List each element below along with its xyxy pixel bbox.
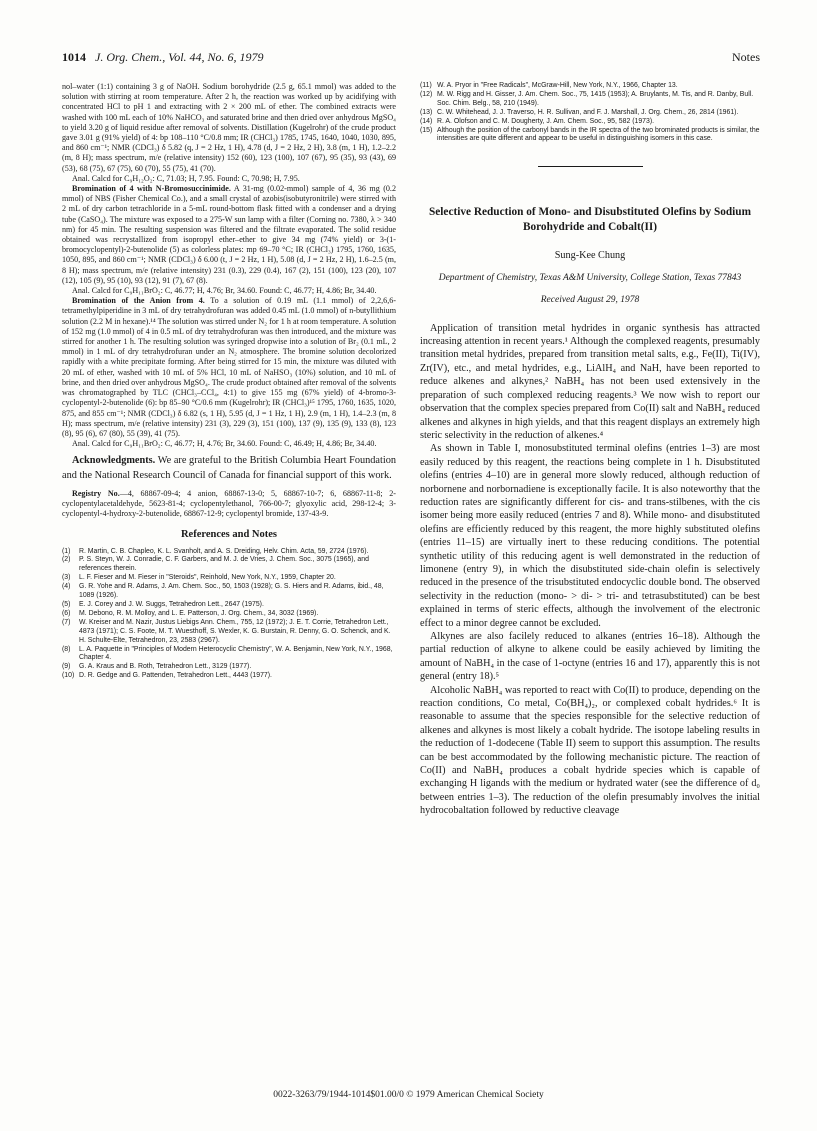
experimental-paragraph: Bromination of the Anion from 4. To a solution of 0.19 mL (1.1 mmol) of 2,2,6,6-tetramethylpiperidine in 3 mL of dry tetrahydrofuran was added 0.45 mL (1.0 mmol) of n-butyllithium solution (2.2 M in hexane).¹⁴ The solution was stirred under N₂ for 1 h at room temperature. A solution of 152 mg (1.0 mmol) of 4 in 0.5 mL of dry tetrahydrofuran was then introduced, and the mixture was stirred for another 1 h. The resulting solution was syringed dropwise into a solution of Br₂ (0.1 mL, 2 mmol) in 1 mL of dry tetrahydrofuran under an N₂ atmosphere. The bromine solution decolorized rapidly with a white precipitate forming. After being stirred for 15 min, the mixture was diluted with 20 mL of ether, washed with 10 mL of 5% HCl, 10 mL of NaHSO₃ (10%) solution, and 10 mL of brine, and then dried over anhydrous MgSO₄. The crude product obtained after removal of the solvents was chromatographed by TLC (CHCl₃–CCl₄, 4:1) to give 155 mg (67% yield) of 4-bromo-3-cyclopentyl-2-butenolide (6): bp 85–90 °C/0.6 mm (Kugelrohr); IR (CHCl₃)¹⁵ 1795, 1760, 1635, 1020, 875, and 855 cm⁻¹; NMR (CDCl₃) δ 6.82 (s, 1 H), 5.95 (d, J = 1 Hz, 1 H), 2.9 (m, 1 H), 1.4–2.3 (m, 8 H); mass spectrum, m/e (relative intensity) 231 (3), 229 (3), 151 (100), 137 (9), 135 (9), 133 (8), 123 (8), 95 (6), 67 (80), 55 (39), 41 (75). [62, 296, 396, 438]
received-date: Received August 29, 1978 [540, 295, 640, 306]
body-paragraph: Application of transition metal hydrides in organic synthesis has attracted increasing attention in recent years.¹ Although the complexed reagents, presumably transition metal hydrides, prepared from transition metal salts, e.g., Fe(II), Ti(IV), Zr(IV), etc., and metal hydrides, e.g., LiAlH₄ and NaH, have been reported to reduce alkenes and alkynes,² NaBH₄ has not been used extensively in the preparation of such complexed reducing reagents.³ We now wish to report our observation that the complex species prepared from Co(II) salt and NaBH₄ reduced alkenes and alkynes in high yields, and that this reagent displays an extremely high steric selectivity in the reduction of alkenes.⁴ [420, 322, 760, 441]
registry-numbers: Registry No.—4, 68867-09-4; 4 anion, 68867-13-0; 5, 68867-10-7; 6, 68867-11-8; 2-cyclopentylacetaldehyde, 5623-81-4; cyclopentylethanol, 766-00-7; glyoxylic acid, 298-12-4; 3-cyclopentyl-4-hydroxy-2-butenolide, 68867-12-9; cyclopentyl bromide, 137-43-9. [62, 488, 396, 519]
page-number: 1014 [62, 50, 86, 64]
run-in-heading: Bromination of the Anion from 4. [72, 296, 205, 306]
article-title: Selective Reduction of Mono- and Disubstituted Olefins by Sodium Borohydride and Cobalt(II) [429, 206, 751, 233]
reference-item: (8) L. A. Paquette in "Principles of Modern Heterocyclic Chemistry", W. A. Benjamin, New York, N.Y., 1968, Chapter 4. [62, 645, 393, 662]
reference-list [62, 548, 396, 682]
running-header [62, 50, 760, 66]
acknowledgments: Acknowledgments. We are grateful to the British Columbia Heart Foundation and the National Research Council of Canada for financial support of this work. [62, 455, 396, 481]
analysis-paragraph: Anal. Calcd for C₉H₁₁BrO₂: C, 46.77; H, 4.76; Br, 34.60. Found: C, 46.77; H, 4.86; Br, 34.40. [72, 286, 377, 296]
reference-item: (11) W. A. Pryor in "Free Radicals", McGraw-Hill, New York, N.Y., 1966, Chapter 13. [420, 82, 678, 89]
reference-item: (1) R. Martin, C. B. Chapleo, K. L. Svanholt, and A. S. Dreiding, Helv. Chim. Acta, 59, 2724 (1976). [62, 547, 369, 555]
run-in-heading: Bromination of 4 with N-Bromosuccinimide. [72, 184, 231, 194]
experimental-paragraph: nol–water (1:1) containing 3 g of NaOH. Sodium borohydride (2.5 g, 65.1 mmol) was added to the solution with stirring at room temperature. After 2 h, the reaction was worked up by acidifying with concentrated HCl to pH 1 and extracting with 2 × 200 mL of ether. The combined extracts were washed with 100 mL each of 10% NaHCO₃ and saturated brine and then dried over anhydrous MgSO₄ to yield 3.20 g of liquid residue after removal of solvents. Distillation (Kugelrohr) of the crude product gave 3.01 g (91% yield) of 4: bp 108–110 °C/0.8 mm; IR (CHCl₃) 1785, 1745, 1640, 1040, 1030, 895, and 860 cm⁻¹; NMR (CDCl₃) δ 5.82 (q, J = 2 Hz, 1 H), 4.78 (d, J = 2 Hz, 2 H), 3.8 (m, 1 H), 1.2–2.2 (m, 8 H); mass spectrum, m/e (relative intensity) 152 (60), 123 (100), 107 (67), 95 (35), 93 (43), 69 (53), 68 (75), 67 (75), 60 (70), 55 (75), 41 (70). [62, 82, 396, 173]
reference-item: (13) C. W. Whitehead, J. J. Traverso, H. R. Sullivan, and F. J. Marshall, J. Org. Chem., 26, 2814 (1961). [420, 108, 739, 116]
body-paragraph: As shown in Table I, monosubstituted terminal olefins (entries 1–3) are most easily reduced by this reagent, the reactions being complete in 1 h. Disubstituted olefins (entries 4–10) are in general more slowly reduced, although reduction of norbornene and norbornadiene is exceptionally facile. It is also noteworthy that the reduction rates are significantly different for cis- and trans-stilbenes, with the cis isomer being more easily reduced (entries 7 and 8). While mono- and disubstituted olefins are efficiently reduced by this reagent, the more highly substituted olefins (entries 11–15) are virtually inert to these reducing conditions. The potential synthetic utility of this reducing agent is well demonstrated in the reduction of limonene (entry 9), in which the disubstituted side-chain olefin is selectively reduced in the presence of the trisubstituted endocyclic double bond. The observed selectivity in the reduction (mono- > di- > tri- and tetrasubstituted) can be best explained in terms of steric effects, although the involvement of the electronic effect to a minor degree cannot be excluded. [420, 443, 760, 629]
reference-item: (12) M. W. Rigg and H. Gisser, J. Am. Chem. Soc., 75, 1415 (1953); A. Bruylants, M. Tis, and R. Danby, Bull. Soc. Chim. Belg., 58, 210 (1949). [420, 90, 754, 107]
reference-item: (3) L. F. Fieser and M. Fieser in "Steroids", Reinhold, New York, N.Y., 1959, Chapter 20. [62, 574, 336, 582]
reference-item: (2) P. S. Steyn, W. J. Conradie, C. F. Garbers, and M. J. de Vries, J. Chem. Soc., 3075 (1965), and references therein. [62, 556, 369, 573]
references-heading: References and Notes [180, 529, 278, 541]
author-affiliation: Department of Chemistry, Texas A&M University, College Station, Texas 77843 [438, 272, 742, 283]
right-column [420, 82, 760, 818]
experimental-paragraph: Bromination of 4 with N-Bromosuccinimide. A 31-mg (0.02-mmol) sample of 4, 36 mg (0.2 mmol) of NBS (Fisher Chemical Co.), and a small crystal of azobis(isobutyronitrile) were stirred with 2 mL of dry carbon tetrachloride in a 5-mL round-bottom flask fitted with a condenser and a drying tube (CaSO₄). The mixture was exposed to a 275-W sun lamp with a filter (Corning no. 7380, λ > 340 nm) for 45 min. The resulting suspension was filtered and the filtrate evaporated. The solid residue obtained was recrystallized from isopropyl ether–ether to give 34 mg (74% yield) or 3-(1-bromocyclopentyl)-2-butenolide (5) as colorless plates: mp 69–70 °C; IR (CHCl₃) 1795, 1760, 1635, 1050, 895, and 860 cm⁻¹; NMR (CDCl₃) δ 6.00 (t, J = 2 Hz, 1 H), 5.08 (d, J = 2 Hz, 2 H), 1.6–2.5 (m, 8 H); mass spectrum, m/e (relative intensity) 231 (0.3), 229 (0.4), 167 (2), 151 (100), 123 (20), 107 (12), 105 (9), 95 (10), 93 (12), 91 (7), 67 (8). [62, 184, 397, 285]
article-body [420, 322, 760, 818]
reference-item: (7) W. Kreiser and M. Nazir, Justus Liebigs Ann. Chem., 755, 12 (1972); J. E. T. Corrie, Tetrahedron Lett., 4873 (1971); C. S. Foote, M. T. Wuesthoff, S. Wexler, K. G. Burstain, R. Denny, G. O. Schenck, and K. H. Schulte-Elte, Tetrahedron, 23, 2583 (2967). [62, 618, 391, 644]
author-name: Sung-Kee Chung [554, 250, 626, 262]
analysis-paragraph: Anal. Calcd for C₉H₁₂O₂: C, 71.03; H, 7.95. Found: C, 70.98; H, 7.95. [72, 173, 300, 183]
reference-item: (9) G. A. Kraus and B. Roth, Tetrahedron Lett., 3129 (1977). [62, 663, 252, 671]
reference-item: (5) E. J. Corey and J. W. Suggs, Tetrahedron Lett., 2647 (1975). [62, 600, 264, 608]
copyright-footer: 0022-3263/79/1944-1014$01.00/0 © 1979 American Chemical Society [273, 1090, 544, 1100]
analysis-paragraph: Anal. Calcd for C₉H₁₁BrO₂: C, 46.77; H, 4.76; Br, 34.60. Found: C, 46.49; H, 4.86; Br, 34.40. [72, 439, 377, 449]
section-divider [538, 166, 643, 167]
journal-citation: J. Org. Chem., Vol. 44, No. 6, 1979 [95, 50, 264, 64]
reference-item: (15) Although the position of the carbonyl bands in the IR spectra of the two brominated products is similar, the intensities are quite different and appear to be useful in distinguishing isomers in this case. [420, 126, 760, 143]
reference-item: (4) G. R. Yohe and R. Adams, J. Am. Chem. Soc., 50, 1503 (1928); G. S. Hiers and R. Adams, ibid., 48, 1089 (1926). [62, 583, 384, 600]
reference-list [420, 82, 760, 144]
run-in-heading: Registry No. [72, 488, 120, 498]
body-paragraph: Alcoholic NaBH₄ was reported to react with Co(II) to produce, depending on the reaction conditions, Co metal, Co(BH₄)₂, or complexed cobalt hydrides.⁶ It is reasonable to assume that the species responsible for the selective reduction of alkenes and alkynes is most likely a cobalt hydride. The isotope labeling results in the reduction of 1-dodecene (Table II) seem to support this assumption. The results can be best accommodated by the following mechanistic picture. The reaction of Co(II) and NaBH₄ produces a cobalt hydride species which is capable of exchanging H ligands with the medium or hydrated water (see the difference of d₀ between entries 1–3). The reduction of the olefin presumably involves the initial hydrocobaltation followed by reductive cleavage [420, 684, 760, 817]
reference-item: (10) D. R. Gedge and G. Pattenden, Tetrahedron Lett., 4443 (1977). [62, 672, 272, 680]
reference-item: (14) R. A. Olofson and C. M. Dougherty, J. Am. Chem. Soc., 95, 582 (1973). [420, 117, 655, 125]
left-column [62, 82, 396, 681]
section-label: Notes [732, 50, 760, 64]
body-paragraph: Alkynes are also facilely reduced to alkanes (entries 16–18). Although the partial reduction of alkyne to alkene could be easily achieved by limiting the amount of NaBH₄ in the case of 1-octyne (entries 16 and 17), apparently this is not general (entry 18).⁵ [420, 631, 760, 683]
run-in-heading: Acknowledgments. [72, 455, 156, 467]
reference-item: (6) M. Debono, R. M. Molloy, and L. E. Patterson, J. Org. Chem., 34, 3032 (1969). [62, 609, 319, 617]
